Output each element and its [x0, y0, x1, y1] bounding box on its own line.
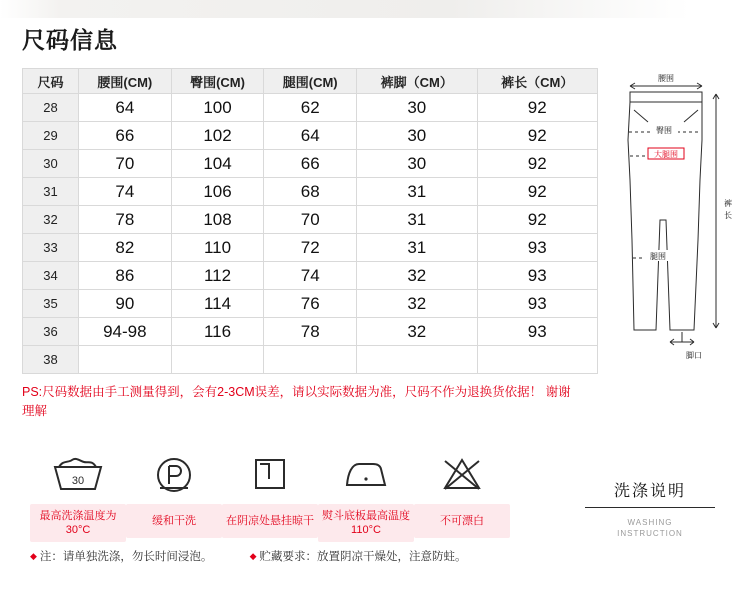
table-cell-size: 29: [23, 122, 79, 150]
diagram-label-thigh: 大腿围: [654, 150, 678, 159]
footnotes: [30, 548, 720, 564]
page-title: 尺码信息: [22, 27, 118, 53]
svg-text:长: 长: [724, 211, 732, 220]
table-cell-size: 34: [23, 262, 79, 290]
diagram-label-hip: 臀围: [656, 126, 672, 135]
no-bleach-icon: [414, 452, 510, 498]
diagram-label-leg: 腿围: [650, 252, 666, 261]
table-cell-size: 31: [23, 178, 79, 206]
table-cell: 74: [79, 178, 172, 206]
pants-diagram: [608, 70, 738, 370]
table-cell: 92: [477, 150, 598, 178]
wash-tub-icon: [30, 452, 126, 498]
table-header-cell: 尺码: [23, 69, 79, 94]
table-cell: [171, 346, 264, 374]
care-label: 熨斗底板最高温度110°C: [318, 504, 414, 542]
table-cell: 106: [171, 178, 264, 206]
table-cell: 70: [264, 206, 357, 234]
table-cell: 78: [79, 206, 172, 234]
table-cell: 32: [357, 318, 477, 346]
wash-temp-value: 30: [71, 475, 85, 487]
table-cell: [264, 346, 357, 374]
table-cell: 70: [79, 150, 172, 178]
table-row: [23, 262, 598, 290]
table-header-cell: 臀围(CM): [171, 69, 264, 94]
table-cell: 93: [477, 262, 598, 290]
table-cell: 112: [171, 262, 264, 290]
table-cell: 94-98: [79, 318, 172, 346]
table-cell: 93: [477, 234, 598, 262]
care-item: [414, 452, 510, 538]
table-cell: 30: [357, 94, 477, 122]
diagram-label-cuff: 脚口: [686, 351, 702, 360]
table-cell-size: 28: [23, 94, 79, 122]
table-cell: 62: [264, 94, 357, 122]
table-cell: 100: [171, 94, 264, 122]
wash-instruction-subtitle: WASHING INSTRUCTION: [617, 518, 683, 538]
table-cell-size: 36: [23, 318, 79, 346]
table-cell: 92: [477, 122, 598, 150]
table-cell: 93: [477, 318, 598, 346]
table-cell: 78: [264, 318, 357, 346]
table-cell: 92: [477, 206, 598, 234]
table-cell: 32: [357, 262, 477, 290]
diamond-bullet-icon: ◆: [249, 551, 257, 561]
table-cell: 30: [357, 150, 477, 178]
table-cell: 31: [357, 206, 477, 234]
table-cell-size: 32: [23, 206, 79, 234]
top-banner-strip: [0, 0, 750, 18]
table-cell: 74: [264, 262, 357, 290]
table-cell: 82: [79, 234, 172, 262]
table-cell: 93: [477, 290, 598, 318]
divider: [585, 507, 715, 508]
care-item: [318, 452, 414, 542]
size-table: [22, 68, 598, 374]
table-cell: 104: [171, 150, 264, 178]
table-cell: 66: [264, 150, 357, 178]
table-cell-size: 35: [23, 290, 79, 318]
table-header-cell: 腰围(CM): [79, 69, 172, 94]
table-cell: 72: [264, 234, 357, 262]
diagram-label-length: 裤: [724, 199, 732, 208]
table-cell: 31: [357, 178, 477, 206]
table-cell: [357, 346, 477, 374]
table-cell: 76: [264, 290, 357, 318]
table-cell: 116: [171, 318, 264, 346]
table-row: [23, 122, 598, 150]
care-label: 缓和干洗: [126, 504, 222, 538]
table-cell: 110: [171, 234, 264, 262]
table-cell-size: 30: [23, 150, 79, 178]
table-cell-size: 33: [23, 234, 79, 262]
table-cell-size: 38: [23, 346, 79, 374]
table-header-row: [23, 69, 598, 94]
table-cell: 102: [171, 122, 264, 150]
care-item: [30, 452, 126, 542]
table-cell: [79, 346, 172, 374]
table-cell: 92: [477, 94, 598, 122]
table-header-cell: 裤脚（CM）: [357, 69, 477, 94]
care-label: 不可漂白: [414, 504, 510, 538]
table-cell: 30: [357, 122, 477, 150]
care-label: 最高洗涤温度为30°C: [30, 504, 126, 542]
table-cell: 108: [171, 206, 264, 234]
table-row: [23, 150, 598, 178]
care-item: [222, 452, 318, 538]
table-cell: 32: [357, 290, 477, 318]
wash-instruction-title: 洗涤说明: [560, 478, 740, 514]
iron-icon: [318, 452, 414, 498]
table-row: [23, 234, 598, 262]
table-row: [23, 290, 598, 318]
table-row: [23, 346, 598, 374]
table-cell: 114: [171, 290, 264, 318]
table-cell: 64: [79, 94, 172, 122]
footnote-item: ◆ 贮藏要求：放置阴凉干燥处，注意防蛀。: [249, 551, 467, 563]
line-dry-shade-icon: [222, 452, 318, 498]
diagram-label-waist: 腰围: [658, 74, 674, 83]
table-header-cell: 裤长（CM）: [477, 69, 598, 94]
care-item: [126, 452, 222, 538]
footnote-item: ◆ 注：请单独洗涤，勿长时间浸泡。: [30, 551, 213, 563]
table-cell: 92: [477, 178, 598, 206]
table-cell: 68: [264, 178, 357, 206]
table-cell: 86: [79, 262, 172, 290]
table-row: [23, 318, 598, 346]
care-instruction-row: [30, 452, 510, 542]
table-row: [23, 206, 598, 234]
table-row: [23, 178, 598, 206]
table-cell: 90: [79, 290, 172, 318]
measurement-disclaimer: PS:尺码数据由手工测量得到，会有2-3CM误差，请以实际数据为准，尺码不作为退换货依据！ 谢谢理解: [22, 385, 571, 418]
dry-clean-icon: [126, 452, 222, 498]
diamond-bullet-icon: ◆: [30, 551, 37, 561]
table-cell: 64: [264, 122, 357, 150]
table-cell: 66: [79, 122, 172, 150]
table-header-cell: 腿围(CM): [264, 69, 357, 94]
table-cell: 31: [357, 234, 477, 262]
table-cell: [477, 346, 598, 374]
care-label: 在阴凉处悬挂晾干: [222, 504, 318, 538]
table-row: [23, 94, 598, 122]
